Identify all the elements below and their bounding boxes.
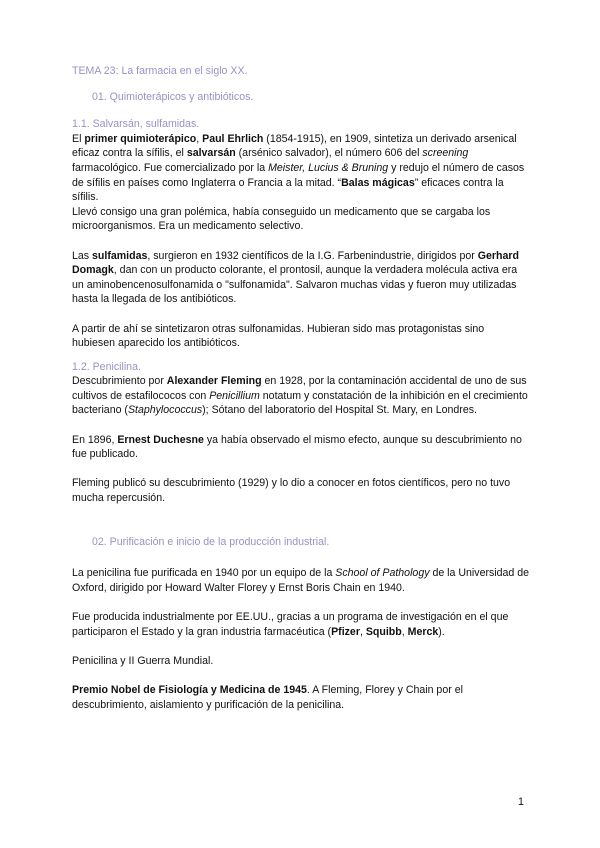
- subsection-heading-1-2: 1.2. Penicilina.: [72, 360, 141, 373]
- paragraph-sulfonamidas: A partir de ahí se sintetizaron otras sulfonamidas. Hubieran sido mas protagonistas sino hubiesen aparecido los antibióticos.: [72, 322, 485, 350]
- page-number: 1: [518, 796, 524, 808]
- paragraph-fleming: Descubrimiento por Alexander Fleming en 1928, por la contaminación accidental de uno de sus cultivos de estafilococos con Penicillium notatum y constatación de la inhibición en el crecimiento bacteriano (Staphylococcus); Sótano del laboratorio del Hospital St. Mary, en Londres.: [72, 375, 528, 417]
- document-title: TEMA 23: La farmacia en el siglo XX.: [72, 65, 248, 77]
- paragraph-nobel: Premio Nobel de Fisiología y Medicina de 1945. A Fleming, Florey y Chain por el descubrimiento, aislamiento y purificación de la penicilina.: [72, 683, 463, 711]
- paragraph-ehrlich: El primer quimioterápico, Paul Ehrlich (1854-1915), en 1909, sintetiza un derivado arsenical eficaz contra la sífilis, el salvarsán (arsénico salvador), el número 606 del screening farmacológico. Fue comercializado por la Meister, Lucius & Bruning y redujo el número de casos de sífilis en países como Inglaterra o Francia a la mitad. “Balas mágicas” eficaces contra la sífilis.: [72, 132, 525, 204]
- document-body: [72, 64, 530, 727]
- paragraph-publicacion: Fleming publicó su descubrimiento (1929) y lo dio a conocer en fotos científicos, pero no tuvo mucha repercusión.: [72, 477, 511, 505]
- section-heading-2: 02. Purificación e inicio de la producción industrial.: [92, 535, 330, 548]
- paragraph-produccion: Fue producida industrialmente por EE.UU., gracias a un programa de investigación en el que participaron el Estado y la gran industria farmacéutica (Pfizer, Squibb, Merck).: [72, 611, 509, 638]
- paragraph-sulfamidas: Las sulfamidas, surgieron en 1932 científicos de la I.G. Farbenindustrie, dirigidos por Gerhard Domagk, dan con un producto colorante, el prontosil, aunque la verdadera molécula activa era un aminobencenosulfonamida o "sulfonamida". Salvaron muchas vidas y fueron muy utilizadas hasta la llegada de los antibióticos.: [72, 249, 519, 306]
- subsection-heading-1-1: 1.1. Salvarsán, sulfamidas.: [72, 118, 200, 131]
- paragraph-duchesne: En 1896, Ernest Duchesne ya había observado el mismo efecto, aunque su descubrimiento no fue publicado.: [72, 433, 522, 461]
- paragraph-polemica: Llevó consigo una gran polémica, había conseguido un medicamento que se cargaba los microorganismos. Era un medicamento selectivo.: [72, 205, 491, 233]
- section-heading-1: 01. Quimioterápicos y antibióticos.: [92, 90, 254, 103]
- paragraph-purificacion: La penicilina fue purificada en 1940 por un equipo de la School of Pathology de la Universidad de Oxford, dirigido por Howard Walter Florey y Ernst Boris Chain en 1940.: [72, 567, 530, 594]
- paragraph-guerra: Penicilina y II Guerra Mundial.: [72, 654, 214, 667]
